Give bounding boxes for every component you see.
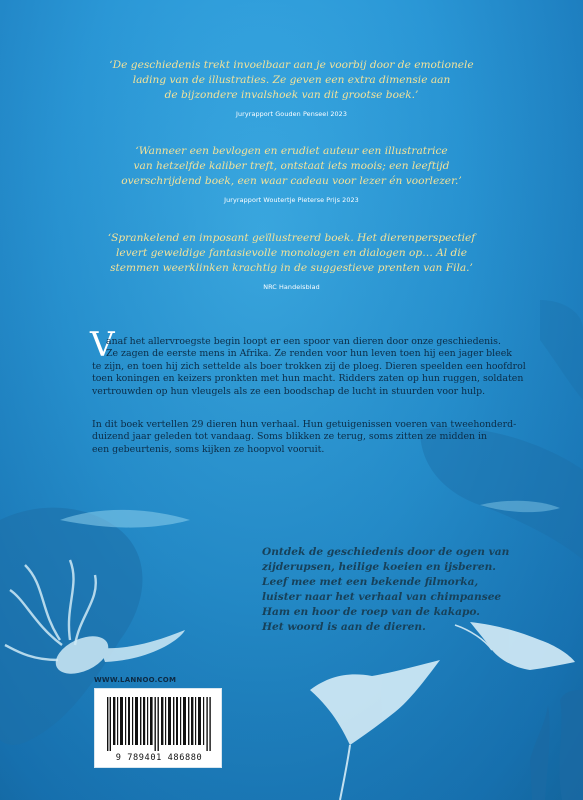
press-quote-3: ‘Sprankelend en imposant geïllustreerd boek. Het dierenperspectief levert geweldige fantasievolle monologen en dialogen op… Al die stemmen weerklinken krachtig in de suggestieve prenten van Fila.’ <box>107 232 476 274</box>
isbn-barcode <box>94 688 222 768</box>
jury-quote-2: ‘Wanneer een bevlogen en erudiet auteur een illustratrice van hetzelfde kaliber treft, ontstaat iets moois; een leeftijd overschrijdend boek, een waar cadeau voor lezer én voorlezer.’ <box>121 145 462 187</box>
teaser-text: Ontdek de geschiedenis door de ogen van zijderupsen, heilige koeien en ijsberen. Leef mee met een bekende filmorka, luister naar het verhaal van chimpansee Ham en hoor de roep van de kakapo. Het woord is aan de dieren. <box>262 546 510 633</box>
quote-source-1: Juryrapport Gouden Penseel 2023 <box>235 110 348 118</box>
quote-source-2: Juryrapport Woutertje Pieterse Prijs 2023 <box>224 196 359 204</box>
quote-source-3: NRC Handelsblad <box>263 283 320 291</box>
intro-paragraph-1: anaf het allervroegste begin loopt er een spoor van dieren door onze geschiedenis. Ze zagen de eerste mens in Afrika. Ze renden voor hun leven toen hij een jager bleek te zijn, en toen hij zich settelde als boer trokken zij de ploeg. Dieren speelden een hoofdrol toen koningen en keizers pronkten met hun macht. Ridders zaten op hun ruggen, soldaten vertrouwden op hun vleugels als ze een boodschap de lucht in stuurden voor hulp. <box>92 336 526 397</box>
publisher-website: WWW.LANNOO.COM <box>94 676 177 684</box>
isbn-number: 9 789401 486880 <box>115 753 203 763</box>
drop-cap: V <box>90 325 115 365</box>
jury-quote-1: ‘De geschiedenis trekt invoelbaar aan je voorbij door de emotionele lading van de illustraties. Ze geven een extra dimensie aan de bijzondere invalshoek van dit grootse boek.’ <box>109 59 474 101</box>
intro-paragraph-2: In dit boek vertellen 29 dieren hun verhaal. Hun getuigenissen voeren van tweehonderd- duizend jaar geleden tot vandaag. Soms blikken ze terug, soms zitten ze midden in een gebeurtenis, soms kijken ze hoopvol vooruit. <box>92 419 517 455</box>
barcode-bars <box>107 697 211 751</box>
